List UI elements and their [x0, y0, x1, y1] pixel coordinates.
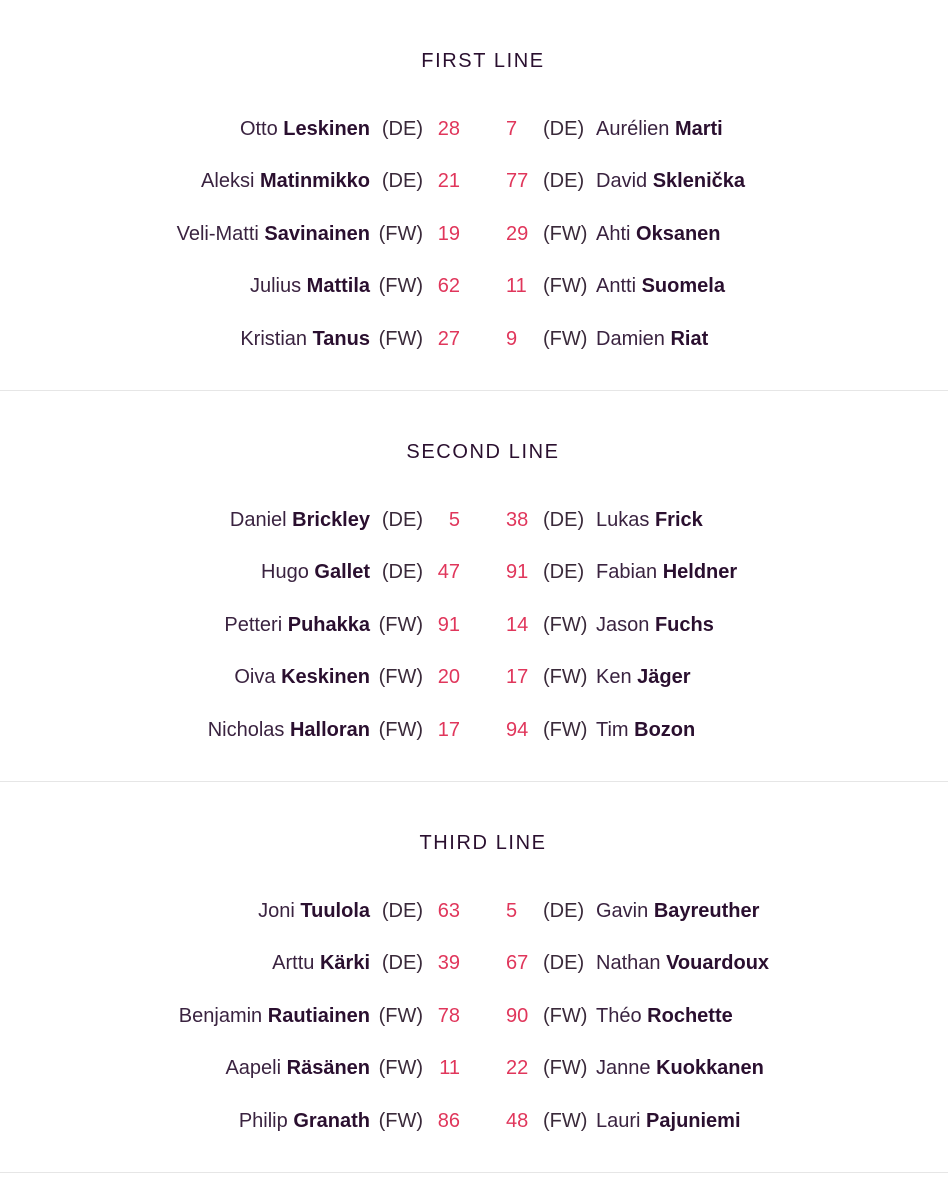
right-position: (DE)	[543, 900, 585, 922]
left-last-name: Brickley	[292, 509, 370, 531]
right-jersey-number: 94	[506, 719, 529, 741]
right-last-name: Bayreuther	[653, 900, 760, 922]
right-first-name: Aurélien	[596, 118, 670, 140]
right-last-name: Jäger	[637, 666, 691, 688]
right-position: (DE)	[543, 561, 585, 583]
right-player-name	[596, 948, 769, 978]
right-position: (FW)	[543, 223, 588, 245]
right-last-name: Bozon	[634, 719, 696, 741]
right-position: (FW)	[543, 614, 588, 636]
right-jersey-number: 17	[506, 666, 529, 688]
left-player-name	[234, 662, 370, 692]
left-player-name	[250, 271, 370, 301]
left-player-name	[179, 1001, 370, 1031]
right-position: (FW)	[543, 328, 588, 350]
right-last-name: Marti	[674, 118, 723, 140]
right-jersey-number: 9	[506, 328, 518, 350]
left-first-name: Daniel	[229, 509, 287, 531]
left-player-name	[272, 948, 370, 978]
right-jersey-number: 11	[506, 275, 527, 297]
left-jersey-number: 47	[437, 561, 460, 583]
right-jersey-number: 38	[506, 509, 529, 531]
player-pair-row	[0, 896, 948, 926]
right-player-name	[596, 715, 695, 745]
left-last-name: Matinmikko	[259, 170, 370, 192]
left-first-name: Arttu	[272, 952, 315, 974]
left-position: (DE)	[381, 509, 423, 531]
right-player-name	[596, 114, 723, 144]
right-position: (DE)	[543, 118, 585, 140]
right-first-name: Janne	[596, 1057, 651, 1079]
section-title: SECOND LINE	[406, 441, 560, 463]
left-last-name: Savinainen	[264, 223, 370, 245]
left-position: (DE)	[381, 118, 423, 140]
left-jersey-number: 17	[437, 719, 460, 741]
right-last-name: Heldner	[662, 561, 738, 583]
player-pair-row	[0, 505, 948, 535]
left-player-name	[208, 715, 370, 745]
left-first-name: Otto	[239, 118, 278, 140]
right-first-name: David	[596, 170, 648, 192]
left-player-name	[177, 219, 370, 249]
right-player-name	[596, 1053, 764, 1083]
right-jersey-number: 7	[506, 118, 518, 140]
right-first-name: Lauri	[596, 1110, 641, 1132]
left-player-name	[240, 324, 370, 354]
player-pair-row	[0, 271, 948, 301]
left-jersey-number: 27	[437, 328, 460, 350]
right-first-name: Lukas	[596, 509, 650, 531]
player-pair-row	[0, 948, 948, 978]
left-player-name	[224, 610, 370, 640]
right-first-name: Fabian	[596, 561, 658, 583]
right-jersey-number: 67	[506, 952, 529, 974]
left-player-name	[261, 557, 370, 587]
left-first-name: Philip	[238, 1110, 288, 1132]
player-pair-row	[0, 166, 948, 196]
right-position: (FW)	[543, 666, 588, 688]
left-last-name: Gallet	[314, 561, 370, 583]
player-pair-row	[0, 1001, 948, 1031]
player-pair-row	[0, 219, 948, 249]
right-jersey-number: 22	[506, 1057, 529, 1079]
left-position: (FW)	[378, 1005, 423, 1027]
line-section	[0, 391, 948, 782]
right-jersey-number: 5	[506, 900, 518, 922]
right-player-name	[596, 610, 714, 640]
right-position: (FW)	[543, 1110, 588, 1132]
left-player-name	[230, 505, 370, 535]
right-first-name: Ahti	[596, 223, 631, 245]
left-jersey-number: 11	[439, 1057, 460, 1079]
left-first-name: Petteri	[224, 614, 283, 636]
left-first-name: Joni	[258, 900, 295, 922]
player-pair-row	[0, 1053, 948, 1083]
left-last-name: Halloran	[289, 719, 370, 741]
left-first-name: Kristian	[240, 328, 308, 350]
left-last-name: Mattila	[306, 275, 370, 297]
right-position: (DE)	[543, 509, 585, 531]
right-last-name: Kuokkanen	[656, 1057, 764, 1079]
left-jersey-number: 5	[448, 509, 460, 531]
left-last-name: Puhakka	[287, 614, 370, 636]
left-last-name: Tanus	[312, 328, 370, 350]
player-pair-row	[0, 557, 948, 587]
left-jersey-number: 78	[437, 1005, 460, 1027]
left-position: (FW)	[378, 223, 423, 245]
player-pair-row	[0, 662, 948, 692]
left-first-name: Aleksi	[201, 170, 255, 192]
right-last-name: Pajuniemi	[646, 1110, 741, 1132]
right-first-name: Damien	[596, 328, 665, 350]
right-position: (FW)	[543, 275, 588, 297]
right-last-name: Fuchs	[654, 614, 714, 636]
left-jersey-number: 39	[437, 952, 460, 974]
right-jersey-number: 91	[506, 561, 529, 583]
right-player-name	[596, 166, 745, 196]
right-first-name: Jason	[596, 614, 650, 636]
left-first-name: Benjamin	[178, 1005, 263, 1027]
right-first-name: Tim	[596, 719, 629, 741]
left-position: (DE)	[381, 952, 423, 974]
right-jersey-number: 29	[506, 223, 529, 245]
right-last-name: Suomela	[641, 275, 725, 297]
left-jersey-number: 86	[437, 1110, 460, 1132]
left-player-name	[225, 1053, 370, 1083]
left-position: (FW)	[378, 1057, 423, 1079]
right-jersey-number: 48	[506, 1110, 529, 1132]
left-last-name: Räsänen	[286, 1057, 370, 1079]
left-position: (DE)	[381, 561, 423, 583]
right-position: (DE)	[543, 170, 585, 192]
left-last-name: Rautiainen	[267, 1005, 370, 1027]
line-section	[0, 782, 948, 1173]
right-player-name	[596, 219, 721, 249]
line-section	[0, 0, 948, 391]
left-last-name: Keskinen	[281, 666, 370, 688]
left-position: (FW)	[378, 614, 423, 636]
right-last-name: Vouardoux	[666, 952, 770, 974]
right-position: (FW)	[543, 1005, 588, 1027]
right-player-name	[596, 505, 703, 535]
left-player-name	[201, 166, 370, 196]
right-last-name: Oksanen	[636, 223, 721, 245]
left-jersey-number: 91	[437, 614, 460, 636]
player-pair-row	[0, 324, 948, 354]
player-pair-row	[0, 1106, 948, 1136]
left-jersey-number: 28	[437, 118, 460, 140]
left-first-name: Aapeli	[225, 1057, 282, 1079]
player-pair-row	[0, 114, 948, 144]
right-first-name: Nathan	[596, 952, 661, 974]
left-last-name: Kärki	[319, 952, 370, 974]
right-jersey-number: 77	[506, 170, 529, 192]
right-position: (FW)	[543, 1057, 588, 1079]
left-first-name: Julius	[249, 275, 302, 297]
right-player-name	[596, 557, 737, 587]
section-title: THIRD LINE	[419, 832, 547, 854]
left-position: (DE)	[381, 170, 423, 192]
left-first-name: Veli-Matti	[176, 223, 259, 245]
left-position: (DE)	[381, 900, 423, 922]
right-player-name	[596, 324, 708, 354]
left-jersey-number: 21	[437, 170, 460, 192]
player-pair-row	[0, 715, 948, 745]
left-player-name	[239, 1106, 370, 1136]
right-first-name: Gavin	[596, 900, 649, 922]
left-first-name: Nicholas	[207, 719, 285, 741]
left-last-name: Granath	[293, 1110, 370, 1132]
left-player-name	[258, 896, 370, 926]
right-position: (FW)	[543, 719, 588, 741]
right-player-name	[596, 1106, 741, 1136]
player-pair-row	[0, 610, 948, 640]
left-position: (FW)	[378, 666, 423, 688]
right-player-name	[596, 662, 691, 692]
right-last-name: Riat	[670, 328, 709, 350]
left-jersey-number: 62	[437, 275, 460, 297]
left-jersey-number: 19	[437, 223, 460, 245]
right-last-name: Rochette	[647, 1005, 733, 1027]
left-first-name: Hugo	[261, 561, 309, 583]
left-position: (FW)	[378, 1110, 423, 1132]
left-player-name	[240, 114, 370, 144]
left-jersey-number: 20	[437, 666, 460, 688]
right-player-name	[596, 271, 725, 301]
right-first-name: Théo	[596, 1005, 642, 1027]
right-last-name: Frick	[654, 509, 703, 531]
left-position: (FW)	[378, 719, 423, 741]
right-player-name	[596, 896, 759, 926]
right-jersey-number: 14	[506, 614, 529, 636]
left-last-name: Leskinen	[283, 118, 370, 140]
right-player-name	[596, 1001, 733, 1031]
right-first-name: Ken	[596, 666, 632, 688]
left-position: (FW)	[378, 328, 423, 350]
left-jersey-number: 63	[437, 900, 460, 922]
left-last-name: Tuulola	[300, 900, 370, 922]
right-last-name: Sklenička	[652, 170, 745, 192]
right-jersey-number: 90	[506, 1005, 529, 1027]
right-position: (DE)	[543, 952, 585, 974]
right-first-name: Antti	[596, 275, 637, 297]
left-first-name: Oiva	[234, 666, 276, 688]
section-title: FIRST LINE	[421, 50, 545, 72]
left-position: (FW)	[378, 275, 423, 297]
